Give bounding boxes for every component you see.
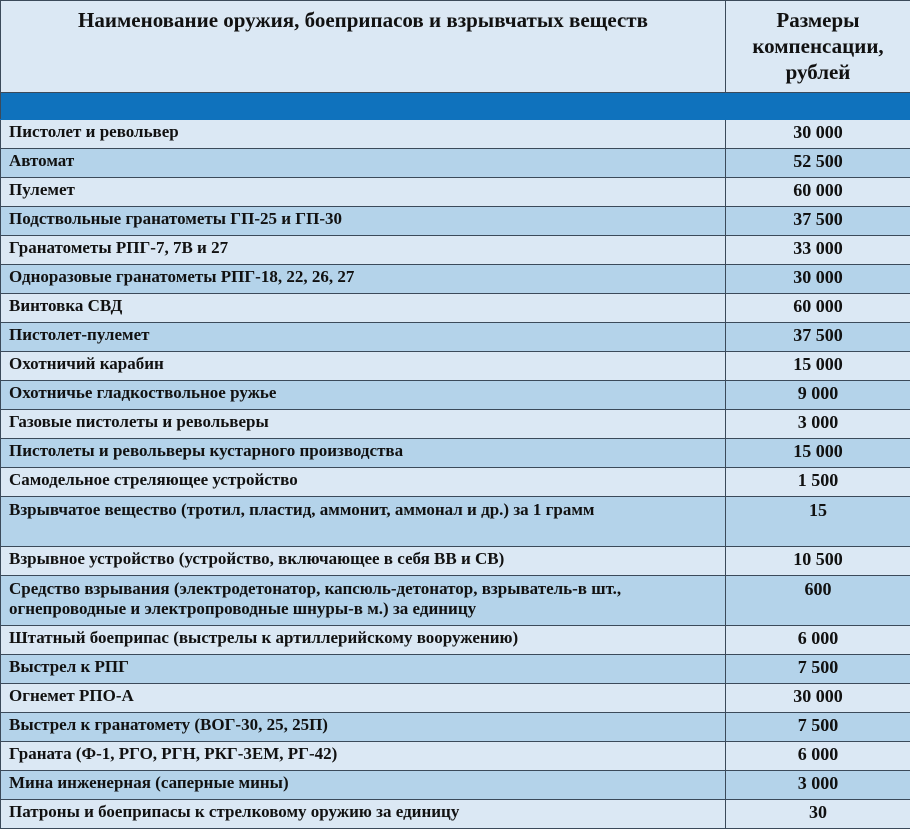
compensation-amount: 10 500 [726, 547, 910, 576]
compensation-amount: 15 000 [726, 352, 910, 381]
compensation-amount: 15 000 [726, 439, 910, 468]
compensation-amount: 15 [726, 497, 910, 547]
blue-band [1, 93, 910, 120]
header-amount: Размеры компенсации, рублей [726, 1, 910, 93]
weapon-name: Выстрел к гранатомету (ВОГ-30, 25, 25П) [1, 713, 726, 742]
table-row [1, 497, 910, 547]
weapon-name: Пулемет [1, 178, 726, 207]
table-row [1, 626, 910, 655]
table-row [1, 800, 910, 829]
compensation-amount: 7 500 [726, 713, 910, 742]
table-row [1, 771, 910, 800]
compensation-amount: 9 000 [726, 381, 910, 410]
weapon-name: Выстрел к РПГ [1, 655, 726, 684]
weapon-name: Охотничье гладкоствольное ружье [1, 381, 726, 410]
table-row [1, 381, 910, 410]
compensation-amount: 30 000 [726, 120, 910, 149]
table-row [1, 684, 910, 713]
table-row [1, 178, 910, 207]
table-row [1, 294, 910, 323]
compensation-amount: 30 000 [726, 684, 910, 713]
compensation-amount: 60 000 [726, 294, 910, 323]
weapon-name: Штатный боеприпас (выстрелы к артиллерийскому вооружению) [1, 626, 726, 655]
compensation-amount: 7 500 [726, 655, 910, 684]
weapon-name: Автомат [1, 149, 726, 178]
compensation-amount: 3 000 [726, 410, 910, 439]
weapon-name: Взрывное устройство (устройство, включающее в себя ВВ и СВ) [1, 547, 726, 576]
table-row [1, 149, 910, 178]
compensation-amount: 37 500 [726, 207, 910, 236]
table-row [1, 439, 910, 468]
compensation-amount: 33 000 [726, 236, 910, 265]
weapon-name: Граната (Ф-1, РГО, РГН, РКГ-3ЕМ, РГ-42) [1, 742, 726, 771]
weapon-name: Патроны и боеприпасы к стрелковому оружию за единицу [1, 800, 726, 829]
weapon-name: Одноразовые гранатометы РПГ-18, 22, 26, 27 [1, 265, 726, 294]
table-row [1, 576, 910, 626]
weapon-name: Подствольные гранатометы ГП-25 и ГП-30 [1, 207, 726, 236]
table-row [1, 352, 910, 381]
weapon-name: Пистолет-пулемет [1, 323, 726, 352]
compensation-amount: 6 000 [726, 742, 910, 771]
weapon-name: Огнемет РПО-А [1, 684, 726, 713]
table-row [1, 655, 910, 684]
weapon-name: Винтовка СВД [1, 294, 726, 323]
weapon-name: Самодельное стреляющее устройство [1, 468, 726, 497]
table-row [1, 713, 910, 742]
compensation-amount: 30 [726, 800, 910, 829]
weapon-name: Гранатометы РПГ-7, 7В и 27 [1, 236, 726, 265]
table-row [1, 742, 910, 771]
weapon-name: Газовые пистолеты и револьверы [1, 410, 726, 439]
table-row [1, 265, 910, 294]
table-row [1, 410, 910, 439]
weapon-name: Охотничий карабин [1, 352, 726, 381]
compensation-amount: 30 000 [726, 265, 910, 294]
header-name: Наименование оружия, боеприпасов и взрывчатых веществ [1, 1, 726, 93]
compensation-amount: 60 000 [726, 178, 910, 207]
weapon-name: Взрывчатое вещество (тротил, пластид, аммонит, аммонал и др.) за 1 грамм [1, 497, 726, 547]
table-row [1, 236, 910, 265]
table-row [1, 323, 910, 352]
compensation-amount: 6 000 [726, 626, 910, 655]
compensation-amount: 1 500 [726, 468, 910, 497]
table-row [1, 468, 910, 497]
compensation-amount: 52 500 [726, 149, 910, 178]
weapon-name: Пистолет и револьвер [1, 120, 726, 149]
weapon-name: Пистолеты и револьверы кустарного производства [1, 439, 726, 468]
compensation-amount: 37 500 [726, 323, 910, 352]
compensation-amount: 3 000 [726, 771, 910, 800]
table-row [1, 207, 910, 236]
header-row [1, 1, 910, 93]
table-row [1, 120, 910, 149]
compensation-amount: 600 [726, 576, 910, 626]
blue-band-row [1, 93, 910, 120]
table-row [1, 547, 910, 576]
weapon-name: Средство взрывания (электродетонатор, капсюль-детонатор, взрыватель-в шт., огнепроводные и электропроводные шнуры-в м.) за единицу [1, 576, 726, 626]
weapon-name: Мина инженерная (саперные мины) [1, 771, 726, 800]
